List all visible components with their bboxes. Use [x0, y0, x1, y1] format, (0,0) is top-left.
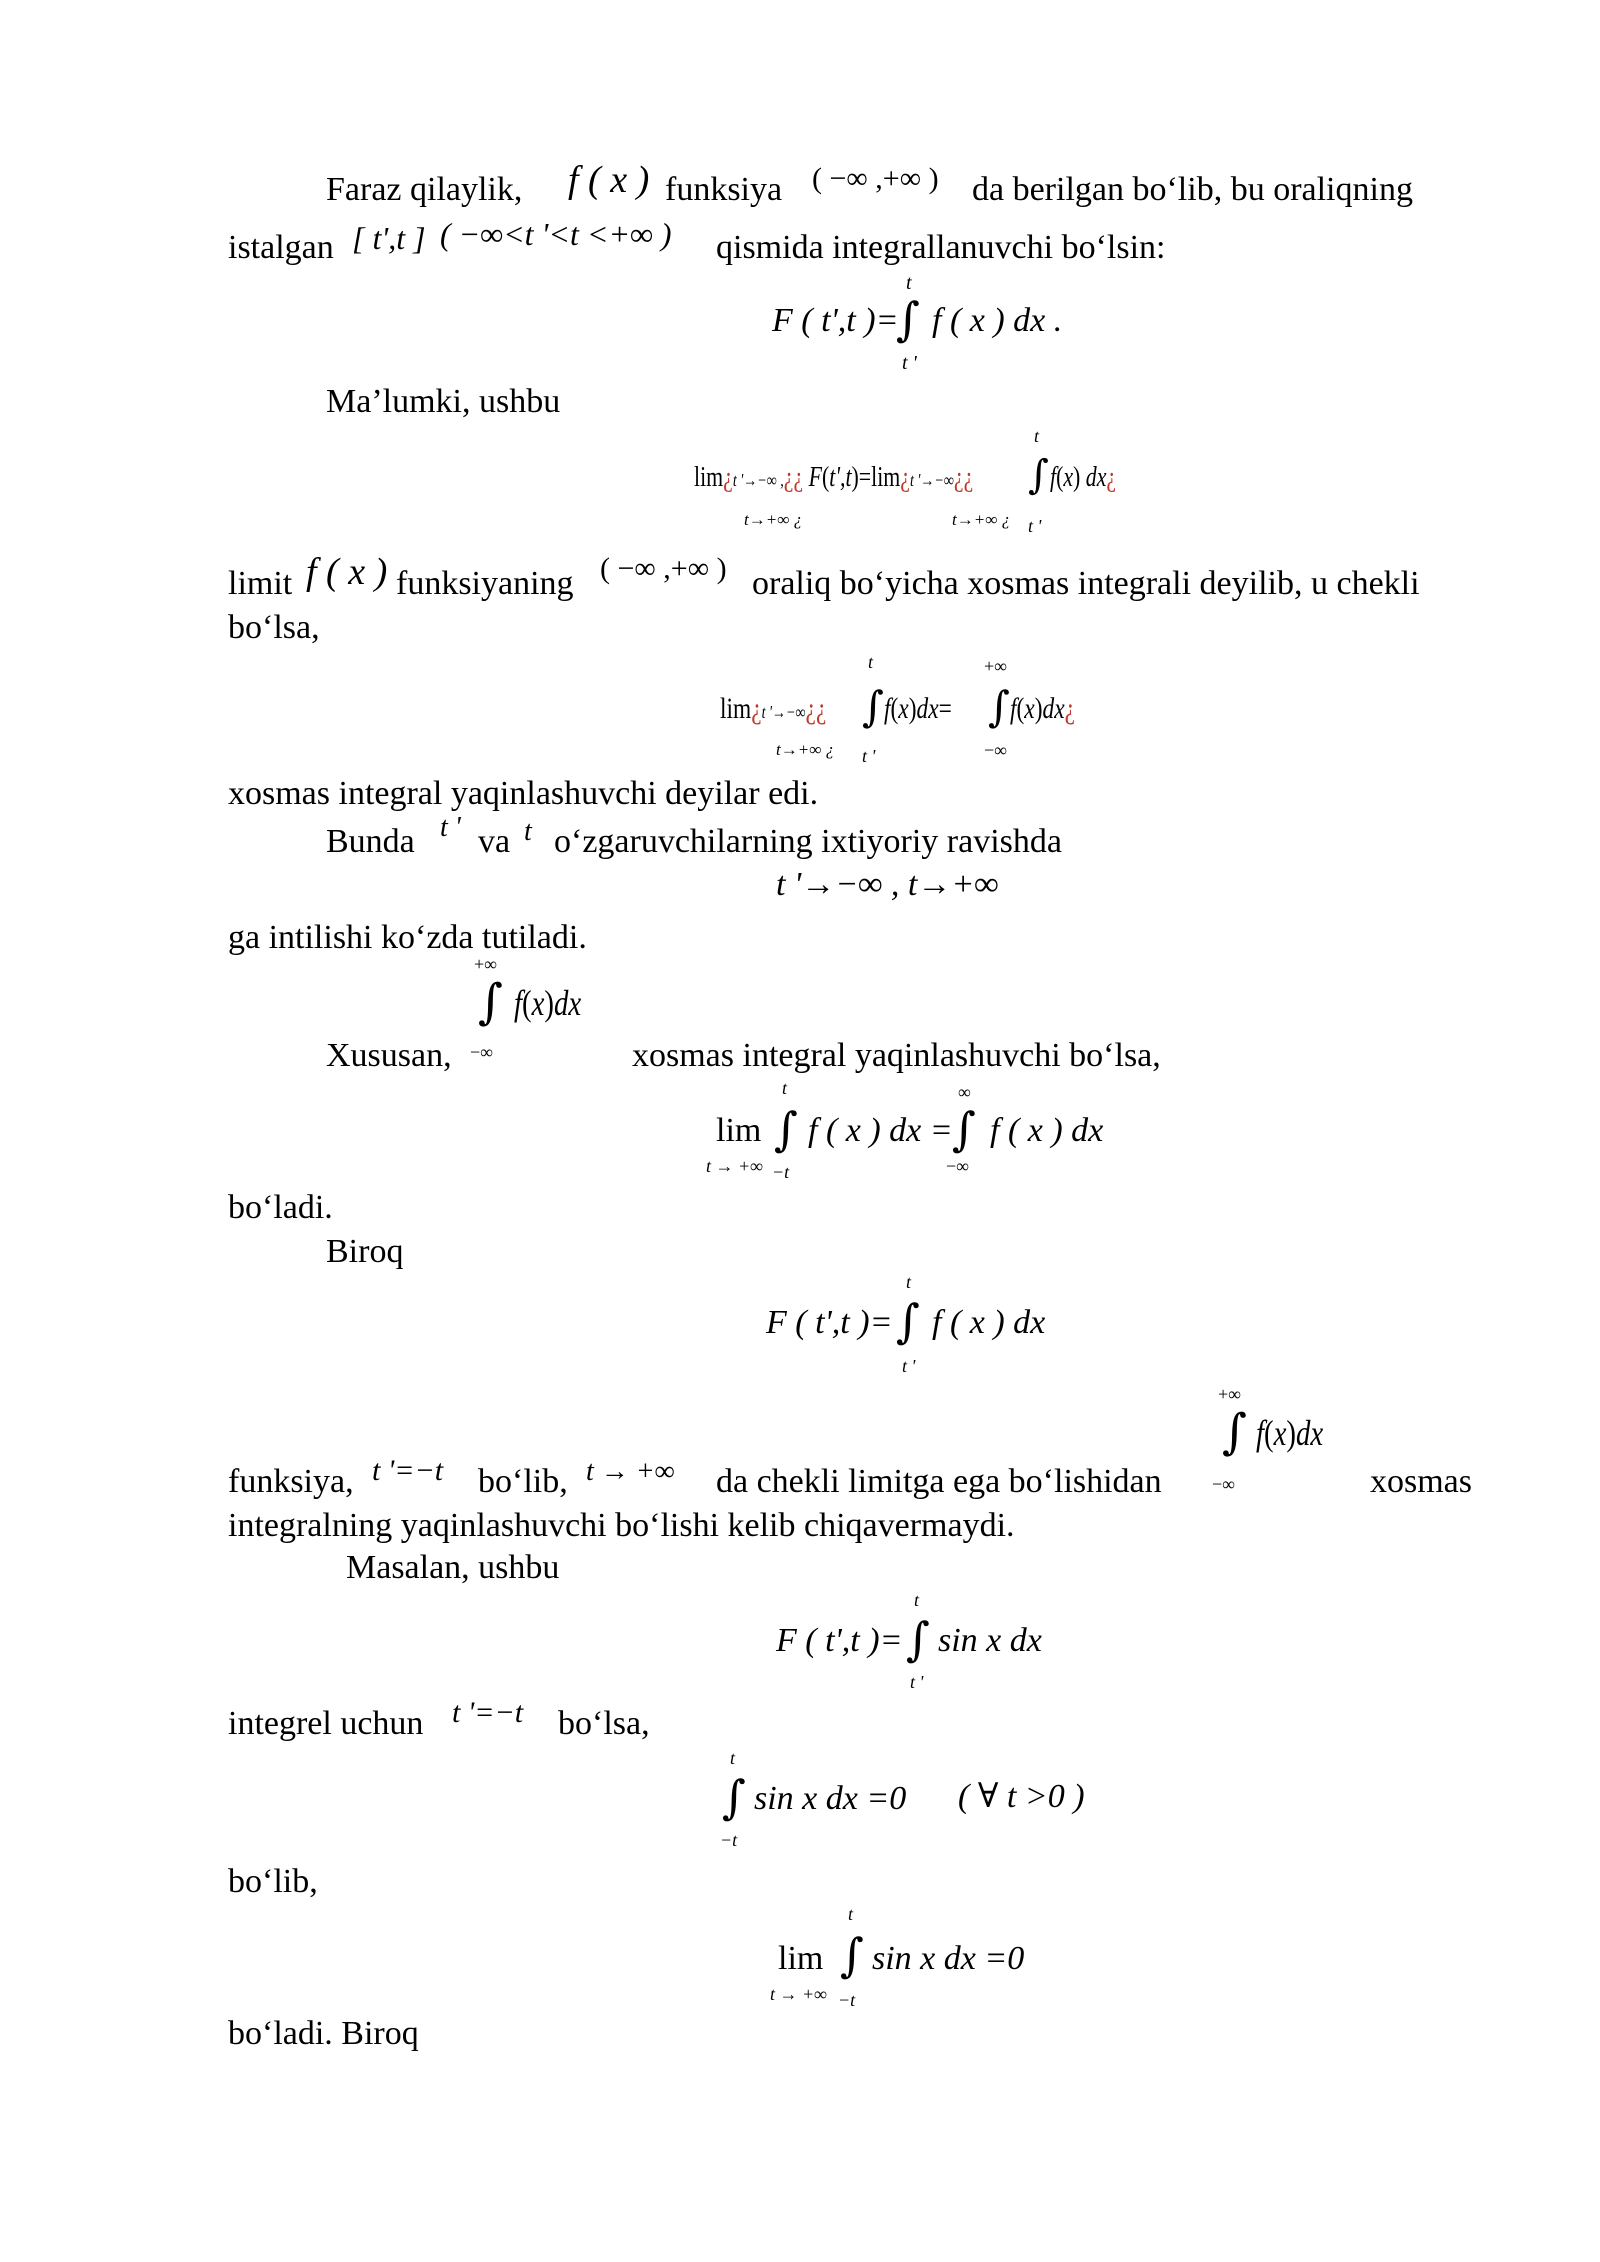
sym-lim: lim — [716, 1112, 762, 1149]
sym-rhs: f ( x ) dx — [990, 1112, 1104, 1149]
integral-sign-icon: ∫ — [840, 1928, 864, 1982]
integral-sign-icon: ∫ — [896, 292, 920, 346]
integral-lower-limit: t ' — [902, 352, 917, 374]
paragraph-7-text-a: Xususan, — [326, 1037, 452, 1074]
math-t-to-inf: t → +∞ — [586, 1456, 675, 1487]
conv-lower-inf: −∞ — [984, 740, 1007, 760]
paragraph-8-text: bo‘ladi. — [228, 1189, 333, 1226]
math-f-of-x: f ( x ) — [306, 551, 388, 593]
math-f-of-x: f ( x ) — [568, 159, 650, 201]
limit-integral-lower: t ' — [1028, 516, 1042, 536]
paragraph-3-text-d: bo‘lsa, — [228, 609, 320, 646]
integral-sign-icon: ∫ — [1222, 1404, 1248, 1460]
paragraph-1-text-c: da berilgan bo‘lib, bu oraliqning — [972, 171, 1413, 208]
paragraph-9-text: Biroq — [326, 1233, 404, 1270]
sym-upper-inf: ∞ — [958, 1082, 971, 1102]
lim-sin-sub: t → +∞ — [770, 1984, 827, 2004]
paragraph-3-text-b: funksiyaning — [396, 565, 574, 602]
paragraph-7-text-b: xosmas integral yaqinlashuvchi bo‘lsa, — [632, 1037, 1161, 1074]
paragraph-5-text-c: o‘zgaruvchilarning ixtiyoriy ravishda — [554, 823, 1062, 860]
paragraph-3-text-c: oraliq bo‘yicha xosmas integrali deyilib, u chekli — [752, 565, 1420, 602]
integral-upper-limit: t — [906, 272, 912, 294]
limit-integral-upper: t — [1034, 426, 1040, 446]
sym-lower-inf: −∞ — [946, 1156, 969, 1176]
math-tp-eq-neg-t: t '=−t — [372, 1454, 444, 1487]
integral-sign-icon: ∫ — [906, 1612, 930, 1666]
paragraph-1-text-d: istalgan — [228, 229, 334, 266]
limit-sub-2: t→+∞ ¿ — [952, 510, 1011, 529]
conv-lower-tp: t ' — [862, 746, 876, 766]
zero-upper-t: t — [730, 1748, 736, 1768]
xus-upper-inf: +∞ — [474, 954, 497, 974]
paragraph-13-text: bo‘lib, — [228, 1863, 318, 1900]
sin-lower-tp: t ' — [910, 1672, 924, 1692]
math-t-prime: t ' — [440, 812, 461, 843]
sym-lim-sub: t → +∞ — [706, 1156, 763, 1176]
conv-upper-t: t — [868, 652, 874, 672]
paragraph-1-text-b: funksiya — [665, 171, 783, 208]
limit-formula-rhs: f(x) dx¿ — [1050, 462, 1117, 493]
F2-upper-t: t — [906, 1272, 912, 1292]
limit-formula-lhs: lim¿t '→−∞ ,¿¿ F(t',t)=lim¿t '→−∞¿¿ — [694, 462, 974, 493]
zero-body: sin x dx =0 — [754, 1780, 907, 1817]
math-tends: t '→−∞ , t→+∞ — [776, 866, 999, 903]
F2-def: F ( t',t )= — [766, 1304, 893, 1341]
paragraph-10-text-e: integralning yaqinlashuvchi bo‘lishi kelib chiqavermaydi. — [228, 1507, 1015, 1544]
forall-cond: ( ∀ t >0 ) — [958, 1778, 1085, 1815]
paragraph-1-text-a: Faraz qilaylik, — [326, 171, 523, 208]
paragraph-10-text-b: bo‘lib, — [478, 1463, 568, 1500]
formula-F-def: F ( t',t )= — [772, 302, 899, 339]
conv-formula-mid: f(x)dx= — [884, 692, 952, 725]
paragraph-1-text-e: qismida integrallanuvchi bo‘lsin: — [716, 229, 1166, 266]
paragraph-10-text-a: funksiya, — [228, 1463, 354, 1500]
sin-F-def: F ( t',t )= — [776, 1622, 903, 1659]
integral-sign-icon: ∫ — [774, 1102, 798, 1156]
lim-sin-upper-t: t — [848, 1904, 854, 1924]
lim-sin-body: sin x dx =0 — [872, 1940, 1025, 1977]
paragraph-11-text: Masalan, ushbu — [346, 1549, 560, 1586]
lim-sin-lim: lim — [778, 1940, 824, 1977]
paragraph-4-text: xosmas integral yaqinlashuvchi deyilar edi. — [228, 775, 819, 812]
integral-sign-icon: ∫ — [952, 1102, 976, 1156]
zero-lower-neg-t: −t — [720, 1830, 738, 1850]
paragraph-12-text-a: integrel uchun — [228, 1705, 424, 1742]
math-inequality: ( −∞<t '<t <+∞ ) — [440, 216, 672, 252]
sym-upper-t: t — [782, 1078, 788, 1098]
math-interval: ( −∞ ,+∞ ) — [812, 162, 939, 195]
lim-sin-lower: −t — [838, 1990, 856, 2010]
xus-lower-inf: −∞ — [470, 1042, 493, 1062]
F2-body: f ( x ) dx — [932, 1304, 1046, 1341]
conv-upper-inf: +∞ — [984, 656, 1007, 676]
paragraph-6-text: ga intilishi ko‘zda tutiladi. — [228, 919, 587, 956]
integral-sign-icon: ∫ — [722, 1770, 746, 1824]
paragraph-10-text-c: da chekli limitga ega bo‘lishidan — [716, 1463, 1162, 1500]
integral-sign-icon: ∫ — [988, 682, 1010, 731]
sin-body: sin x dx — [938, 1622, 1042, 1659]
paragraph-10-text-d: xosmas — [1370, 1463, 1472, 1500]
paragraph-12-text-b: bo‘lsa, — [558, 1705, 650, 1742]
formula-F-body: f ( x ) dx . — [932, 302, 1063, 339]
paragraph-14-text: bo‘ladi. Biroq — [228, 2015, 419, 2052]
integral-sign-icon: ∫ — [896, 1294, 920, 1348]
p10-upper-inf: +∞ — [1218, 1384, 1241, 1404]
conv-formula-rhs: f(x)dx¿ — [1010, 692, 1075, 725]
paragraph-5-text-a: Bunda — [326, 823, 415, 860]
paragraph-5-text-b: va — [478, 823, 511, 860]
integral-sign-icon: ∫ — [862, 682, 884, 731]
sym-mid: f ( x ) dx = — [808, 1112, 953, 1149]
sym-lower-neg-t: −t — [772, 1162, 790, 1182]
math-t-prime-t: [ t',t ] — [352, 220, 426, 256]
integral-sign-icon: ∫ — [1028, 452, 1049, 498]
p10-integral-body: f(x)dx — [1256, 1413, 1324, 1453]
F2-lower-tp: t ' — [902, 1356, 916, 1376]
p10-lower-inf: −∞ — [1212, 1474, 1235, 1494]
math-t: t — [524, 816, 532, 847]
math-tp-eq-neg-t: t '=−t — [452, 1696, 524, 1729]
math-interval: ( −∞ ,+∞ ) — [600, 552, 727, 585]
sin-upper-t: t — [914, 1590, 920, 1610]
xus-body: f(x)dx — [514, 983, 582, 1023]
paragraph-2-text: Ma’lumki, ushbu — [326, 383, 561, 420]
conv-sub: t→+∞ ¿ — [776, 740, 835, 759]
integral-sign-icon: ∫ — [478, 974, 504, 1030]
conv-formula-lhs: lim¿t '→−∞¿¿ — [720, 692, 827, 725]
limit-sub-1: t→+∞ ¿ — [744, 510, 803, 529]
paragraph-3-text-a: limit — [228, 565, 293, 602]
